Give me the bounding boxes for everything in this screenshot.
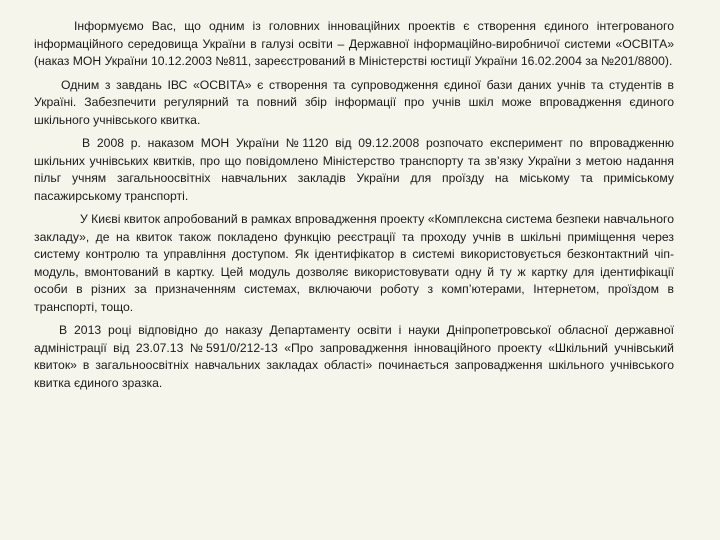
paragraph-kyiv: У Києві квиток апробований в рамках впровадження проекту «Комплексна система безпеки навчального закладу», де на квиток також покладено функцію реєстрації та проходу учнів в шкільні приміщення через систему контролю та управління доступом. Як ідентифікатор в системі використовується безконтактний чіп-модуль, вмонтований в картку. Цей модуль дозволяє використовувати одну й ту ж картку для ідентифікації особи в різних за призначенням системах, включаючи роботу з комп’ютерами, Інтернетом, проїздом в транспорті, тощо. — [34, 212, 674, 314]
paragraph-experiment: В 2008 р. наказом МОН України №1120 від 09.12.2008 розпочато експеримент по впровадженню шкільних учнівських квитків, про що повідомлено Міністерство транспорту та зв’язку України з метою надання пільг учням загальноосвітніх навчальних закладів України для проїзду на міському та приміському пасажирському транспорті. — [34, 136, 674, 203]
paragraph-tasks: Одним з завдань ІВС «ОСВІТА» є створення та супроводження єдиної бази даних учнів та студентів в Україні. Забезпечити регулярний та повний збір інформації про учнів шкіл може впровадження єдиного шкільного учнівського квитка. — [34, 77, 674, 127]
paragraph-2013: В 2013 році відповідно до наказу Департаменту освіти і науки Дніпропетровської обласної державної адміністрації від 23.07.13 №591/0/212-13 «Про запровадження інноваційного проекту «Шкільний учнівський квиток» в загальноосвітніх навчальних закладах області» починається запровадження шкільного учнівського квитка єдиного зразка. — [34, 323, 674, 390]
document-body — [34, 18, 674, 398]
paragraph-intro: Інформуємо Вас, що одним із головних інноваційних проектів є створення єдиного інтегрованого інформаційного середовища України в галузі освіти – Державної інформаційно-виробничої системи «ОСВІТА» (наказ МОН України 10.12.2003 №811, зареєстрований в Міністерстві юстиції України 16.02.2004 за №201/8800). — [34, 19, 674, 68]
